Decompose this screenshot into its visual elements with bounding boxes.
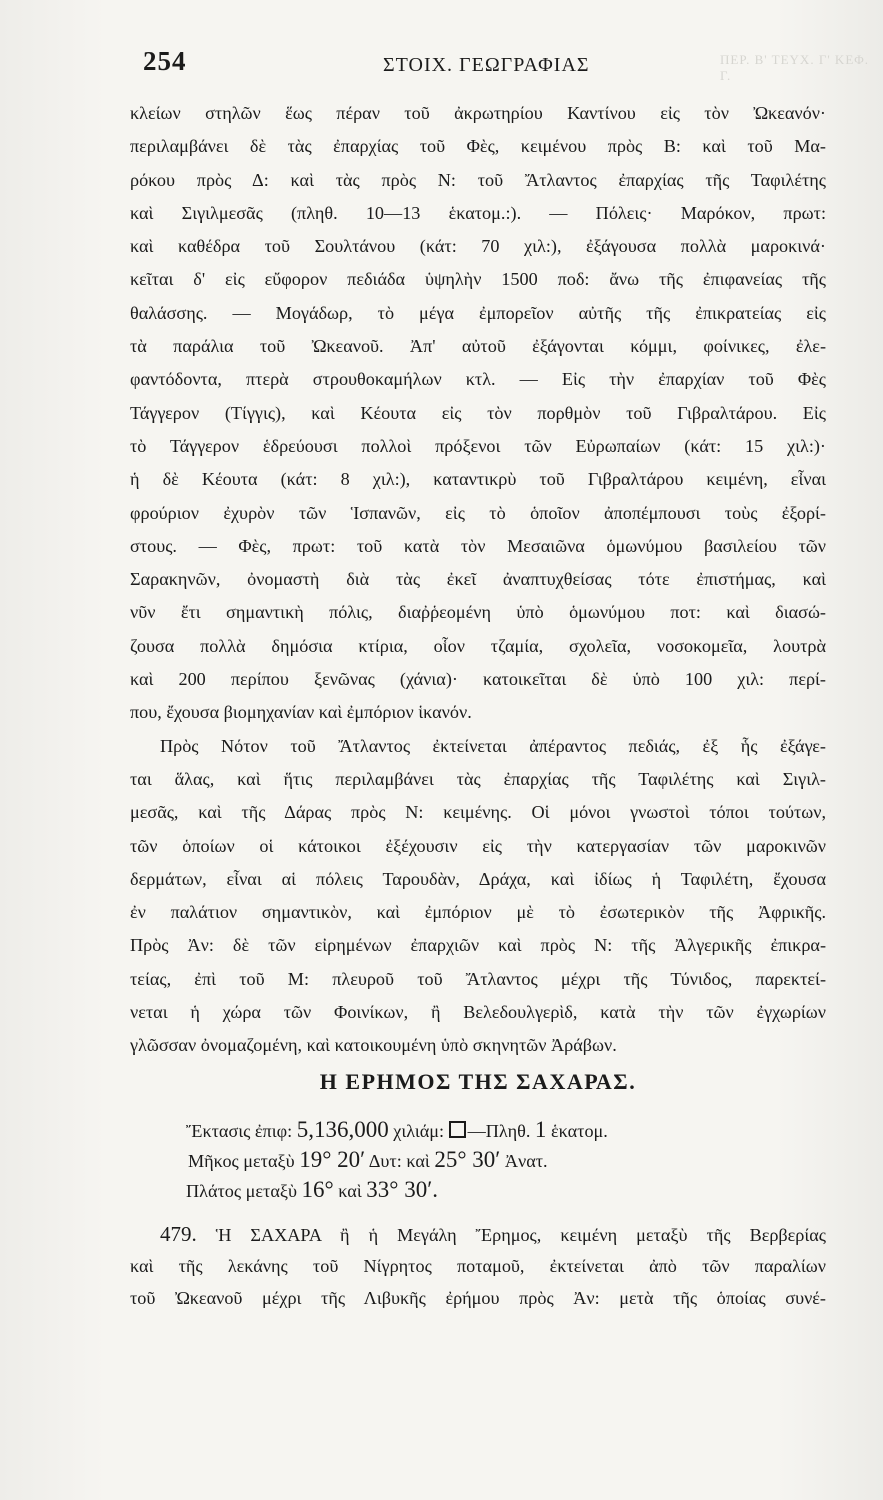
text-line: καὶ Σιγιλμεσᾶς (πληθ. 10—13 ἑκατομ.:). — Πόλεις· Μαρόκον, πρωτ: xyxy=(130,202,826,223)
text-line: νῦν ἔτι σημαντικὴ πόλις, διαῤῥεομένη ὑπὸ ὁμωνύμου ποτ: καὶ διασώ- xyxy=(130,602,826,623)
width-label: Πλάτος μεταξὺ xyxy=(186,1181,297,1201)
bleed-through-text: ΠΕΡ. Β' ΤΕΥΧ. Γ' ΚΕΦ. Γ. xyxy=(720,52,870,83)
section-title: Η ΕΡΗΜΟΣ ΤΗΣ ΣΑΧΑΡΑΣ. xyxy=(319,1069,637,1094)
text-line: τὰ παράλια τοῦ Ὠκεανοῦ. Ἀπ' αὐτοῦ ἐξάγονται κόμμι, φοίνικες, ἐλε- xyxy=(130,336,826,357)
running-head: ΣΤΟΙΧ. ΓΕΩΓΡΑΦΙΑΣ xyxy=(383,54,590,76)
width-mid: καὶ xyxy=(338,1181,362,1201)
text-line: μεσᾶς, καὶ τῆς Δάρας πρὸς Ν: κειμένης. Οἱ μόνοι γνωστοὶ τόποι τούτων, xyxy=(130,802,826,823)
text-line: Πρὸς Νότον τοῦ Ἄτλαντος ἐκτείνεται ἀπέραντος πεδιάς, ἐξ ἧς ἐξάγε- xyxy=(160,735,826,756)
paragraph-number: 479. xyxy=(160,1222,197,1246)
text-line: δερμάτων, εἶναι αἱ πόλεις Ταρουδὰν, Δράχα, καὶ ἰδίως ἡ Ταφιλέτη, ἔχουσα xyxy=(130,868,826,889)
page-number: 254 xyxy=(143,46,187,76)
text-line: Σαρακηνῶν, ὀνομαστὴ διὰ τὰς ἐκεῖ ἀναπτυχθείσας τότε ἐπιστήμας, καὶ xyxy=(130,569,826,590)
width-to: 33° 30′. xyxy=(366,1177,438,1202)
length-end: Ἀνατ. xyxy=(504,1151,548,1171)
text-line: που, ἔχουσα βιομηχανίαν καὶ ἐμπόριον ἱκανόν. xyxy=(130,702,472,723)
text-line: Πρὸς Ἀν: δὲ τῶν εἰρημένων ἐπαρχιῶν καὶ πρὸς Ν: τῆς Ἀλγερικῆς ἐπικρα- xyxy=(130,935,826,956)
area-unit: χιλιάμ: xyxy=(393,1121,445,1141)
square-icon xyxy=(449,1121,466,1138)
length-mid: Δυτ: καὶ xyxy=(368,1151,430,1171)
pop-unit: ἑκατομ. xyxy=(550,1121,608,1141)
para-first-line: Ἡ ΣΑΧΑΡΑ ἢ ἡ Μεγάλη Ἔρημος, κειμένη μεταξὺ τῆς Βερβερίας xyxy=(215,1225,826,1245)
text-line: ται ἅλας, καὶ ἥτις περιλαμβάνει τὰς ἐπαρχίας τῆς Ταφιλέτης καὶ Σιγιλ- xyxy=(130,768,826,789)
text-line: γλῶσσαν ὀνομαζομένη, καὶ κατοικουμένη ὑπὸ σκηνητῶν Ἀράβων. xyxy=(130,1035,617,1056)
width-from: 16° xyxy=(301,1177,334,1202)
area-value: 5,136,000 xyxy=(296,1117,389,1142)
area-line xyxy=(186,1115,826,1145)
text-line: καὶ τῆς λεκάνης τοῦ Νίγρητος ποταμοῦ, ἐκτείνεται ἀπὸ τῶν παραλίων xyxy=(130,1256,826,1276)
text-line: νεται ἡ χώρα τῶν Φοινίκων, ἢ Βελεδουλγερὶδ, κατὰ τὴν τῶν ἐγχωρίων xyxy=(130,1002,826,1023)
text-line: τὸ Τάγγερον ἑδρεύουσι πολλοὶ πρόξενοι τῶν Εὐρωπαίων (κάτ: 15 χιλ:)· xyxy=(130,435,826,456)
width-line xyxy=(186,1175,826,1205)
text-line: τοῦ Ὠκεανοῦ μέχρι τῆς Λιβυκῆς ἐρήμου πρὸς Ἀν: μετὰ τῆς ὁποίας συνέ- xyxy=(130,1288,826,1308)
text-line: κεῖται δ' εἰς εὔφορον πεδιάδα ὑψηλὴν 1500 ποδ: ἄνω τῆς ἐπιφανείας τῆς xyxy=(130,269,826,290)
text-line: θαλάσσης. — Μογάδωρ, τὸ μέγα ἐμπορεῖον αὐτῆς τῆς ἐπικρατείας εἰς xyxy=(130,302,826,323)
text-line: τῶν ὁποίων οἱ κάτοικοι ἐξέχουσιν εἰς τὴν κατεργασίαν τῶν μαροκινῶν xyxy=(130,835,826,856)
text-line: κλείων στηλῶν ἕως πέραν τοῦ ἀκρωτηρίου Καντίνου εἰς τὸν Ὠκεανόν· xyxy=(130,103,826,123)
text-line: καὶ καθέδρα τοῦ Σουλτάνου (κάτ: 70 χιλ:), ἐξάγουσα πολλὰ μαροκινά· xyxy=(130,236,826,257)
text-line: ἐν παλάτιον σημαντικὸν, καὶ ἐμπόριον μὲ τὸ ἐσωτερικὸν τῆς Ἀφρικῆς. xyxy=(130,902,826,923)
length-line xyxy=(186,1145,826,1175)
text-line xyxy=(130,1218,826,1250)
main-text xyxy=(130,97,826,1063)
text-line: ἡ δὲ Κέουτα (κάτ: 8 χιλ:), καταντικρὺ τοῦ Γιβραλτάρου κειμένη, εἶναι xyxy=(130,469,826,490)
paragraph-479 xyxy=(130,1218,826,1314)
length-from: 19° 20′ xyxy=(299,1147,366,1172)
text-line: στους. — Φὲς, πρωτ: τοῦ κατὰ τὸν Μεσαιῶνα ὁμωνύμου βασιλείου τῶν xyxy=(130,535,826,556)
text-line: Τάγγερον (Τίγγις), καὶ Κέουτα εἰς τὸν πορθμὸν τοῦ Γιβραλτάρου. Εἰς xyxy=(130,402,826,423)
pop-value: 1 xyxy=(534,1117,547,1142)
text-line: φαντόδοντα, πτερὰ στρουθοκαμήλων κτλ. — Εἰς τὴν ἐπαρχίαν τοῦ Φὲς xyxy=(130,369,826,390)
text-line: ρόκου πρὸς Δ: καὶ τὰς πρὸς Ν: τοῦ Ἄτλαντος ἐπαρχίας τῆς Ταφιλέτης xyxy=(130,169,826,190)
length-label: Μῆκος μεταξὺ xyxy=(188,1151,295,1171)
stats-block xyxy=(186,1115,826,1205)
area-label: Ἔκτασις ἐπιφ: xyxy=(186,1121,293,1141)
text-line: ζουσα πολλὰ δημόσια κτίρια, οἷον τζαμία, σχολεῖα, νοσοκομεῖα, λουτρὰ xyxy=(130,635,826,656)
text-line: φρούριον ἐχυρὸν τῶν Ἱσπανῶν, εἰς τὸ ὁποῖον ἀποπέμπουσι τοὺς ἐξορί- xyxy=(130,502,826,523)
length-to: 25° 30′ xyxy=(434,1147,501,1172)
text-line: τείας, ἐπὶ τοῦ Μ: πλευροῦ τοῦ Ἄτλαντος μέχρι τῆς Τύνιδος, παρεκτεί- xyxy=(130,968,826,989)
page-header xyxy=(143,44,823,84)
text-line: καὶ 200 περίπου ξενῶνας (χάνια)· κατοικεῖται δὲ ὑπὸ 100 χιλ: περί- xyxy=(130,669,826,690)
text-line: περιλαμβάνει δὲ τὰς ἐπαρχίας τοῦ Φὲς, κειμένου πρὸς Β: καὶ τοῦ Μα- xyxy=(130,136,826,157)
pop-label: —Πληθ. xyxy=(467,1121,531,1141)
